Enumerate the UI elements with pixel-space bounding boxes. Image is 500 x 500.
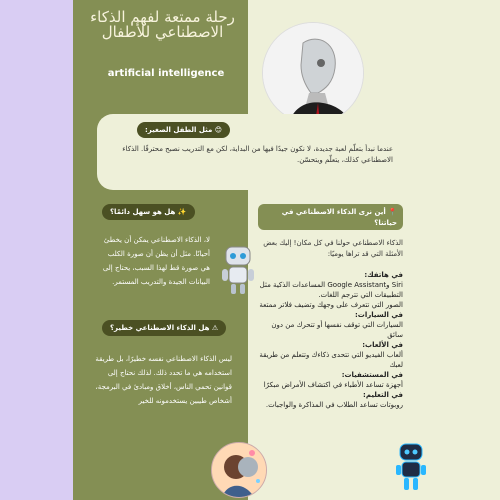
list-item: ألعاب الفيديو التي تتحدى ذكاءك وتتعلم من طريقة لعبك [259,351,403,369]
question-easy [102,204,195,220]
list-item: في التعليم: [363,391,403,399]
question-danger-text: هل الذكاء الاصطناعي خطير؟ [110,324,210,332]
example-tag-text: مثل الطفل الصغير: [145,126,213,134]
where-title [262,207,397,229]
list-item: في المستشفيات: [341,371,403,379]
list-item: Siri وGoogle Assistant المساعدات الذكية مثل [259,281,403,289]
sparkles-icon: ✨ [177,208,187,216]
list-item: التطبيقات التي تترجم اللغات. [318,291,403,299]
warning-icon: ⚠ [211,324,219,332]
where-title-text: أين نرى الذكاء الاصطناعي في حياتنا؟ [281,208,397,227]
where-list [258,270,403,410]
example-card [97,114,403,190]
list-item: أجهزة تساعد الأطباء في اكتشاف الأمراض مبكرًا [263,381,403,389]
face-icon: 😊 [214,126,223,134]
example-tag [137,122,230,138]
pin-icon: 📍 [388,208,397,216]
list-item: السيارات التي توقف نفسها أو تتحرك من دون سائق [271,321,403,339]
list-item: في السيارات: [354,311,403,319]
robot-mascot-icon [218,243,258,298]
where-intro: الذكاء الاصطناعي حولنا في كل مكان! إليك بعض الأمثلة التي قد تراها يوميًا: [263,239,403,258]
robot-head-icon [262,22,364,124]
question-easy-text: هل هو سهل دائمًا؟ [110,208,176,216]
page-subtitle: artificial intelligence [107,68,225,79]
list-item: روبوتات تساعد الطلاب في المذاكرة والواجبات. [265,401,403,409]
portrait-image [211,442,267,498]
list-item: في هاتفك: [364,271,403,279]
example-text: عندما نبدأ بتعلّم لعبة جديدة، لا نكون جيدًا فيها من البداية، لكن مع التدريب نصبح محترفًا. الذكاء الاصطناعي كذلك، يتعلّم ويتحسّن. [122,145,393,164]
answer-easy: لا، الذكاء الاصطناعي يمكن أن يخطئ أحيانًا. مثل أن يظن أن صورة الكلب هي صورة قط لهذا السبب، يحتاج إلى البيانات الجيدة والتدريب المستمر. [102,236,210,286]
page-title: رحلة ممتعة لفهم الذكاء الاصطناعي للأطفال [90,8,235,41]
list-item: الصور التي تتعرف على وجهك وتضيف فلاتر ممتعة [259,301,403,309]
question-danger [102,320,226,336]
robot-mascot-icon [392,440,430,495]
list-item: في الألعاب: [362,341,403,349]
answer-danger: ليس الذكاء الاصطناعي نفسه خطيرًا، بل طريقة استخدامه هي ما تحدد ذلك. لذلك نحتاج إلى قوانين تحمي الناس، أخلاق ومبادئ في البرمجة، أشخاص طيبين يستخدمونه للخير [95,355,232,405]
